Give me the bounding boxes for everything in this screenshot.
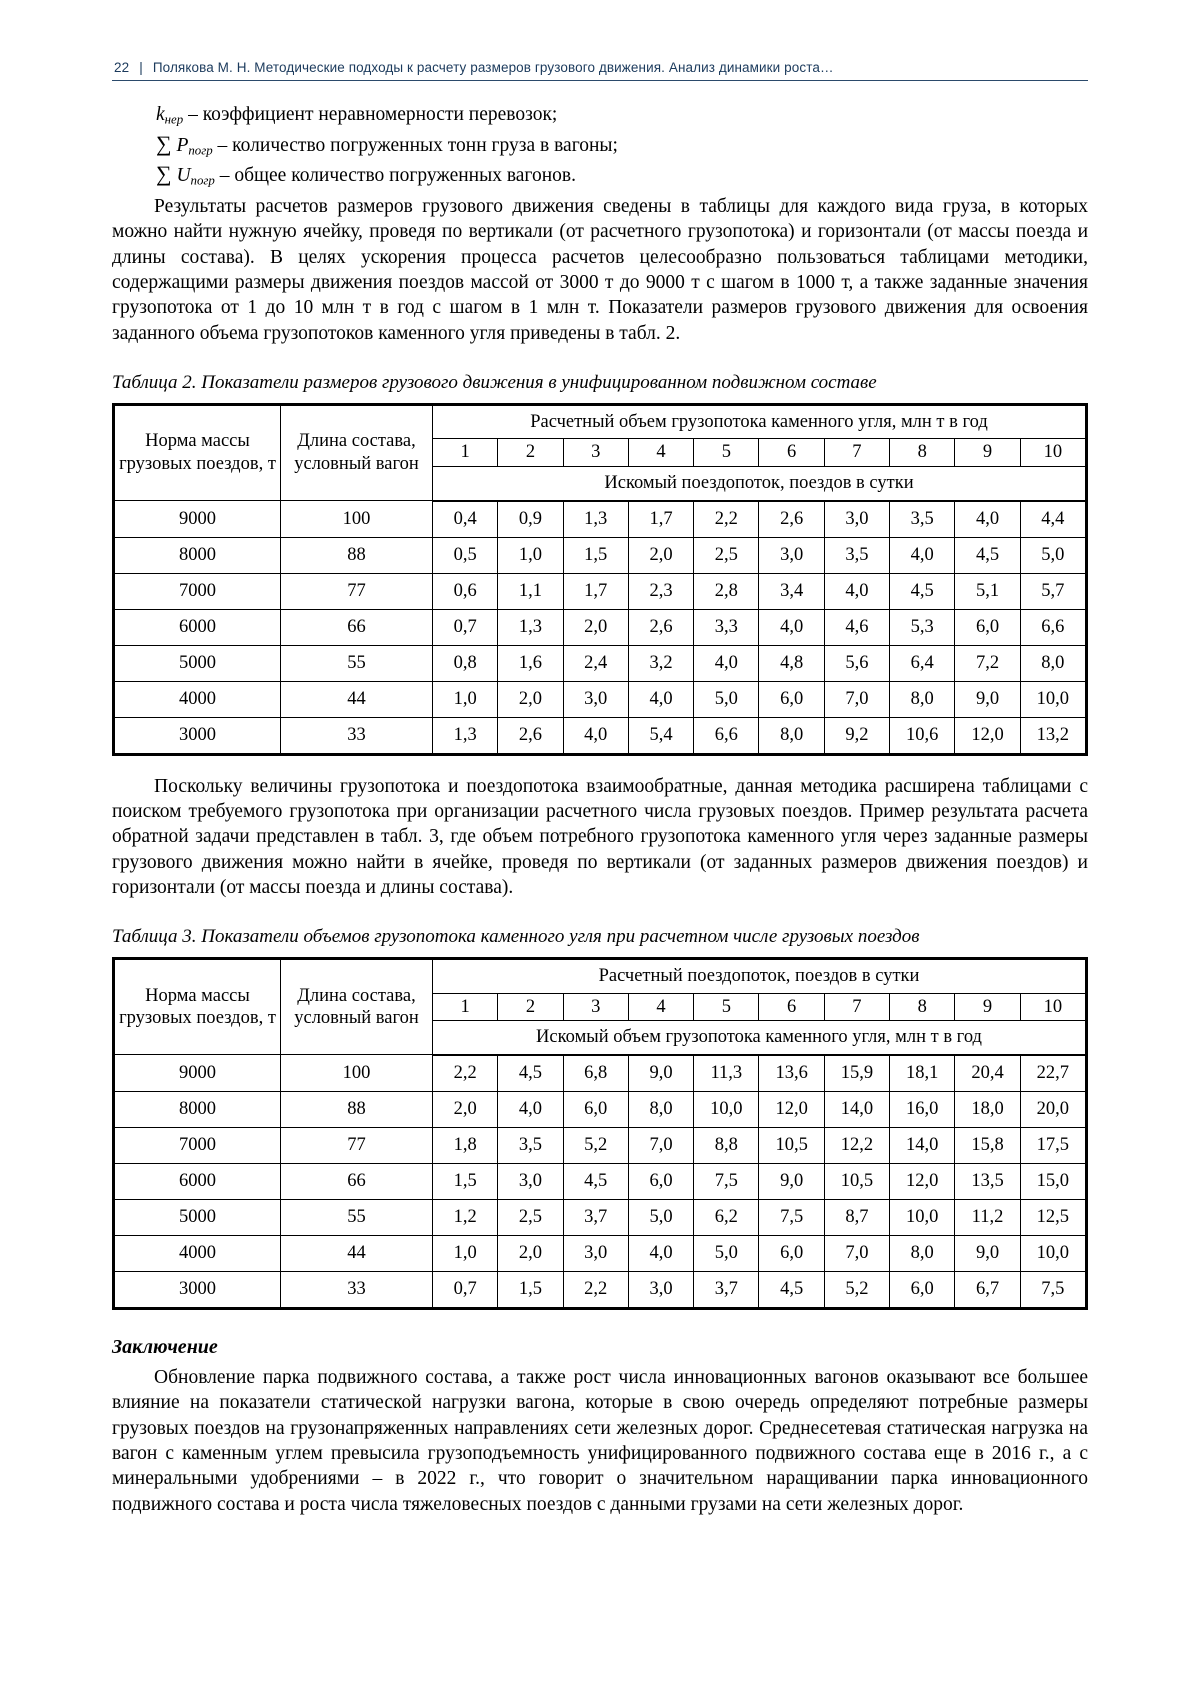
cell-value: 20,4 xyxy=(955,1055,1020,1092)
table-row xyxy=(115,1199,1086,1235)
cell-value: 2,6 xyxy=(759,501,824,538)
cell-mass: 3000 xyxy=(115,717,281,753)
cell-value: 9,2 xyxy=(824,717,889,753)
table2-col-head: 8 xyxy=(890,439,955,467)
cell-value: 8,0 xyxy=(759,717,824,753)
table-row xyxy=(115,960,1086,994)
table2-col-head: 7 xyxy=(824,439,889,467)
cell-value: 4,0 xyxy=(824,573,889,609)
runhead-separator: | xyxy=(139,60,143,75)
cell-value: 2,0 xyxy=(628,537,693,573)
cell-length: 33 xyxy=(281,717,433,753)
table2-header-mass: Норма массы грузовых поездов, т xyxy=(115,405,281,500)
cell-value: 5,2 xyxy=(824,1271,889,1307)
table3-col-head: 6 xyxy=(759,993,824,1021)
cell-value: 4,4 xyxy=(1020,501,1085,538)
table2-wrapper xyxy=(112,403,1088,756)
table3-col-head: 5 xyxy=(694,993,759,1021)
table-row xyxy=(115,1163,1086,1199)
table3-col-head: 8 xyxy=(890,993,955,1021)
cell-value: 4,0 xyxy=(628,681,693,717)
cell-value: 1,7 xyxy=(563,573,628,609)
cell-value: 7,0 xyxy=(628,1127,693,1163)
cell-value: 7,5 xyxy=(1020,1271,1085,1307)
table2-header-span-bottom: Искомый поездопоток, поездов в сутки xyxy=(433,467,1086,501)
cell-value: 4,6 xyxy=(824,609,889,645)
cell-value: 6,7 xyxy=(955,1271,1020,1307)
cell-value: 10,5 xyxy=(824,1163,889,1199)
table3-header-span-top: Расчетный поездопоток, поездов в сутки xyxy=(433,960,1086,994)
cell-value: 2,0 xyxy=(433,1091,498,1127)
cell-value: 2,5 xyxy=(498,1199,563,1235)
cell-value: 6,2 xyxy=(694,1199,759,1235)
cell-value: 7,5 xyxy=(694,1163,759,1199)
cell-value: 0,6 xyxy=(433,573,498,609)
cell-length: 88 xyxy=(281,1091,433,1127)
cell-mass: 4000 xyxy=(115,1235,281,1271)
table-row xyxy=(115,1091,1086,1127)
cell-value: 8,0 xyxy=(890,681,955,717)
cell-mass: 6000 xyxy=(115,1163,281,1199)
cell-value: 3,0 xyxy=(563,1235,628,1271)
cell-value: 3,4 xyxy=(759,573,824,609)
cell-value: 1,5 xyxy=(498,1271,563,1307)
cell-value: 7,5 xyxy=(759,1199,824,1235)
cell-value: 2,6 xyxy=(628,609,693,645)
cell-value: 18,0 xyxy=(955,1091,1020,1127)
table2-col-head: 4 xyxy=(628,439,693,467)
cell-value: 5,0 xyxy=(694,681,759,717)
paragraph-3: Обновление парка подвижного состава, а также рост числа инновационных вагонов оказывают все большее влияние на показатели статической нагрузки вагона, которые в свою очередь определяют потребные размеры грузовых поездов на грузонапряженных направлениях сети железных дорог. Среднесетевая статическая нагрузка на вагон с каменным углем превысила грузоподъемность унифицированного подвижного состава еще в 2016 г., а с минеральными удобрениями – в 2022 г., что говорит о значительном наращивании парка инновационного подвижного состава и роста числа тяжеловесных поездов с данными грузами на сети железных дорог. xyxy=(112,1366,1088,1515)
cell-value: 13,5 xyxy=(955,1163,1020,1199)
cell-mass: 7000 xyxy=(115,573,281,609)
cell-value: 3,5 xyxy=(890,501,955,538)
cell-value: 10,5 xyxy=(759,1127,824,1163)
cell-value: 22,7 xyxy=(1020,1055,1085,1092)
cell-value: 7,0 xyxy=(824,681,889,717)
cell-value: 12,0 xyxy=(759,1091,824,1127)
paragraph-1: Результаты расчетов размеров грузового движения сведены в таблицы для каждого вида груза, в которых можно найти нужную ячейку, проведя по вертикали (от расчетного грузопотока) и горизонтали (от массы поезда и длины состава). В целях ускорения процесса расчетов целесообразно пользоваться таблицами методики, содержащими размеры движения поездов массой от 3000 т до 9000 т с шагом в 1000 т, а также заданные значения грузопотока от 1 до 10 млн т в год с шагом в 1 млн т. Показатели размеров грузового движения для освоения заданного объема грузопотоков каменного угля приведены в табл. 2. xyxy=(112,195,1088,344)
cell-value: 3,7 xyxy=(694,1271,759,1307)
cell-value: 10,0 xyxy=(1020,1235,1085,1271)
cell-value: 5,3 xyxy=(890,609,955,645)
cell-value: 8,0 xyxy=(628,1091,693,1127)
cell-mass: 6000 xyxy=(115,609,281,645)
paragraph-2: Поскольку величины грузопотока и поездопотока взаимообратные, данная методика расширена таблицами с поиском требуемого грузопотока при организации расчетного числа грузовых поездов. Пример результата расчета обратной задачи представлен в табл. 3, где объем потребного грузопотока каменного угля через заданные размеры грузового движения можно найти в ячейке, проведя по вертикали (от заданных размеров движения поездов) и горизонтали (от массы поезда и длины состава). xyxy=(112,775,1088,898)
table-3 xyxy=(114,959,1086,1308)
cell-value: 1,3 xyxy=(433,717,498,753)
cell-value: 4,0 xyxy=(890,537,955,573)
cell-value: 10,0 xyxy=(1020,681,1085,717)
cell-value: 4,0 xyxy=(563,717,628,753)
cell-value: 3,2 xyxy=(628,645,693,681)
table-row xyxy=(115,1055,1086,1092)
cell-value: 7,2 xyxy=(955,645,1020,681)
table2-col-head: 9 xyxy=(955,439,1020,467)
cell-value: 11,3 xyxy=(694,1055,759,1092)
definition-k-ner: $k_{нер}$ – коэффициент неравномерности перевозок; xyxy=(156,104,558,127)
cell-value: 6,0 xyxy=(628,1163,693,1199)
cell-value: 1,3 xyxy=(498,609,563,645)
cell-value: 2,4 xyxy=(563,645,628,681)
cell-value: 6,6 xyxy=(694,717,759,753)
cell-value: 2,0 xyxy=(498,681,563,717)
cell-value: 3,0 xyxy=(563,681,628,717)
cell-value: 7,0 xyxy=(824,1235,889,1271)
definition-sum-u-pogr: ∑ $U_{погр}$ – общее количество погруженных вагонов. xyxy=(156,162,576,188)
cell-value: 6,0 xyxy=(955,609,1020,645)
cell-value: 10,0 xyxy=(694,1091,759,1127)
cell-value: 1,5 xyxy=(563,537,628,573)
table2-col-head: 1 xyxy=(433,439,498,467)
table-row xyxy=(115,1127,1086,1163)
cell-value: 1,5 xyxy=(433,1163,498,1199)
cell-value: 2,2 xyxy=(433,1055,498,1092)
cell-value: 5,4 xyxy=(628,717,693,753)
cell-value: 8,7 xyxy=(824,1199,889,1235)
cell-value: 12,5 xyxy=(1020,1199,1085,1235)
cell-value: 5,0 xyxy=(1020,537,1085,573)
cell-value: 2,0 xyxy=(563,609,628,645)
cell-value: 9,0 xyxy=(955,681,1020,717)
cell-length: 77 xyxy=(281,573,433,609)
cell-value: 1,3 xyxy=(563,501,628,538)
cell-length: 66 xyxy=(281,609,433,645)
cell-value: 2,2 xyxy=(563,1271,628,1307)
cell-value: 9,0 xyxy=(955,1235,1020,1271)
cell-value: 16,0 xyxy=(890,1091,955,1127)
cell-value: 1,0 xyxy=(498,537,563,573)
cell-length: 33 xyxy=(281,1271,433,1307)
cell-length: 44 xyxy=(281,1235,433,1271)
cell-value: 4,5 xyxy=(890,573,955,609)
cell-value: 5,0 xyxy=(628,1199,693,1235)
cell-value: 8,0 xyxy=(1020,645,1085,681)
table-row xyxy=(115,1271,1086,1307)
cell-value: 15,8 xyxy=(955,1127,1020,1163)
cell-value: 5,0 xyxy=(694,1235,759,1271)
cell-value: 2,5 xyxy=(694,537,759,573)
table3-col-head: 3 xyxy=(563,993,628,1021)
conclusion-heading: Заключение xyxy=(112,1335,218,1358)
runhead-title: Полякова М. Н. Методические подходы к расчету размеров грузового движения. Анализ динамики роста… xyxy=(152,60,834,75)
cell-value: 0,8 xyxy=(433,645,498,681)
cell-value: 4,5 xyxy=(563,1163,628,1199)
cell-mass: 5000 xyxy=(115,1199,281,1235)
cell-value: 6,4 xyxy=(890,645,955,681)
cell-value: 2,2 xyxy=(694,501,759,538)
cell-length: 100 xyxy=(281,1055,433,1092)
table3-wrapper xyxy=(112,957,1088,1310)
cell-mass: 4000 xyxy=(115,681,281,717)
cell-value: 14,0 xyxy=(890,1127,955,1163)
cell-value: 0,4 xyxy=(433,501,498,538)
cell-value: 5,1 xyxy=(955,573,1020,609)
cell-value: 12,0 xyxy=(890,1163,955,1199)
cell-value: 4,0 xyxy=(955,501,1020,538)
cell-value: 11,2 xyxy=(955,1199,1020,1235)
cell-value: 0,5 xyxy=(433,537,498,573)
table3-col-head: 2 xyxy=(498,993,563,1021)
table-row xyxy=(115,537,1086,573)
table3-header-length: Длина состава, условный вагон xyxy=(281,960,433,1055)
cell-value: 10,6 xyxy=(890,717,955,753)
cell-value: 13,6 xyxy=(759,1055,824,1092)
table3-col-head: 7 xyxy=(824,993,889,1021)
cell-mass: 9000 xyxy=(115,1055,281,1092)
cell-value: 15,9 xyxy=(824,1055,889,1092)
cell-value: 12,2 xyxy=(824,1127,889,1163)
cell-value: 5,7 xyxy=(1020,573,1085,609)
cell-value: 9,0 xyxy=(759,1163,824,1199)
cell-value: 6,0 xyxy=(759,1235,824,1271)
cell-value: 1,1 xyxy=(498,573,563,609)
symbol-definitions xyxy=(112,101,1088,190)
cell-mass: 7000 xyxy=(115,1127,281,1163)
table-row xyxy=(115,717,1086,753)
table2-col-head: 2 xyxy=(498,439,563,467)
table-row xyxy=(115,501,1086,538)
cell-value: 1,0 xyxy=(433,1235,498,1271)
cell-length: 88 xyxy=(281,537,433,573)
cell-value: 3,7 xyxy=(563,1199,628,1235)
cell-value: 0,7 xyxy=(433,1271,498,1307)
running-head xyxy=(112,60,1088,75)
cell-value: 3,0 xyxy=(759,537,824,573)
table3-caption: Таблица 3. Показатели объемов грузопотока каменного угля при расчетном числе грузовых поездов xyxy=(112,926,920,948)
table-row xyxy=(115,645,1086,681)
cell-value: 0,7 xyxy=(433,609,498,645)
table2-col-head: 5 xyxy=(694,439,759,467)
cell-value: 2,8 xyxy=(694,573,759,609)
cell-value: 4,5 xyxy=(498,1055,563,1092)
cell-value: 5,2 xyxy=(563,1127,628,1163)
table3-col-head: 1 xyxy=(433,993,498,1021)
cell-value: 4,0 xyxy=(694,645,759,681)
cell-value: 2,0 xyxy=(498,1235,563,1271)
cell-length: 77 xyxy=(281,1127,433,1163)
cell-length: 55 xyxy=(281,1199,433,1235)
table-row xyxy=(115,609,1086,645)
cell-value: 6,0 xyxy=(890,1271,955,1307)
table2-col-head: 10 xyxy=(1020,439,1085,467)
cell-mass: 8000 xyxy=(115,1091,281,1127)
cell-value: 5,6 xyxy=(824,645,889,681)
table-2 xyxy=(114,405,1086,754)
cell-value: 18,1 xyxy=(890,1055,955,1092)
cell-value: 9,0 xyxy=(628,1055,693,1092)
cell-value: 20,0 xyxy=(1020,1091,1085,1127)
cell-value: 4,5 xyxy=(955,537,1020,573)
cell-value: 3,3 xyxy=(694,609,759,645)
cell-value: 0,9 xyxy=(498,501,563,538)
table2-header-length: Длина состава, условный вагон xyxy=(281,405,433,500)
table-row xyxy=(115,405,1086,439)
cell-mass: 3000 xyxy=(115,1271,281,1307)
cell-value: 12,0 xyxy=(955,717,1020,753)
header-rule xyxy=(112,80,1088,81)
cell-value: 1,7 xyxy=(628,501,693,538)
cell-value: 6,0 xyxy=(563,1091,628,1127)
table-row xyxy=(115,681,1086,717)
cell-value: 8,0 xyxy=(890,1235,955,1271)
table3-col-head: 10 xyxy=(1020,993,1085,1021)
cell-value: 3,5 xyxy=(824,537,889,573)
cell-value: 3,5 xyxy=(498,1127,563,1163)
cell-value: 4,0 xyxy=(498,1091,563,1127)
cell-length: 66 xyxy=(281,1163,433,1199)
cell-value: 3,0 xyxy=(628,1271,693,1307)
cell-mass: 9000 xyxy=(115,501,281,538)
cell-value: 8,8 xyxy=(694,1127,759,1163)
table2-col-head: 3 xyxy=(563,439,628,467)
table3-header-span-bottom: Искомый объем грузопотока каменного угля, млн т в год xyxy=(433,1021,1086,1055)
cell-value: 1,8 xyxy=(433,1127,498,1163)
table2-header-span-top: Расчетный объем грузопотока каменного угля, млн т в год xyxy=(433,405,1086,439)
cell-value: 2,6 xyxy=(498,717,563,753)
cell-value: 10,0 xyxy=(890,1199,955,1235)
cell-mass: 8000 xyxy=(115,537,281,573)
cell-mass: 5000 xyxy=(115,645,281,681)
cell-value: 14,0 xyxy=(824,1091,889,1127)
cell-value: 1,0 xyxy=(433,681,498,717)
table3-col-head: 4 xyxy=(628,993,693,1021)
cell-value: 1,6 xyxy=(498,645,563,681)
cell-value: 1,2 xyxy=(433,1199,498,1235)
table2-col-head: 6 xyxy=(759,439,824,467)
cell-value: 4,0 xyxy=(628,1235,693,1271)
cell-value: 6,8 xyxy=(563,1055,628,1092)
table2-caption: Таблица 2. Показатели размеров грузового движения в унифицированном подвижном составе xyxy=(112,371,877,393)
cell-length: 100 xyxy=(281,501,433,538)
cell-value: 4,0 xyxy=(759,609,824,645)
cell-value: 3,0 xyxy=(824,501,889,538)
page-number: 22 xyxy=(114,60,130,75)
cell-value: 4,5 xyxy=(759,1271,824,1307)
cell-length: 44 xyxy=(281,681,433,717)
cell-value: 6,0 xyxy=(759,681,824,717)
table-row xyxy=(115,573,1086,609)
cell-value: 15,0 xyxy=(1020,1163,1085,1199)
cell-value: 2,3 xyxy=(628,573,693,609)
definition-sum-p-pogr: ∑ $P_{погр}$ – количество погруженных тонн груза в вагоны; xyxy=(156,131,618,158)
cell-value: 4,8 xyxy=(759,645,824,681)
table3-col-head: 9 xyxy=(955,993,1020,1021)
table3-header-mass: Норма массы грузовых поездов, т xyxy=(115,960,281,1055)
cell-length: 55 xyxy=(281,645,433,681)
cell-value: 13,2 xyxy=(1020,717,1085,753)
cell-value: 17,5 xyxy=(1020,1127,1085,1163)
table-row xyxy=(115,1235,1086,1271)
cell-value: 6,6 xyxy=(1020,609,1085,645)
cell-value: 3,0 xyxy=(498,1163,563,1199)
